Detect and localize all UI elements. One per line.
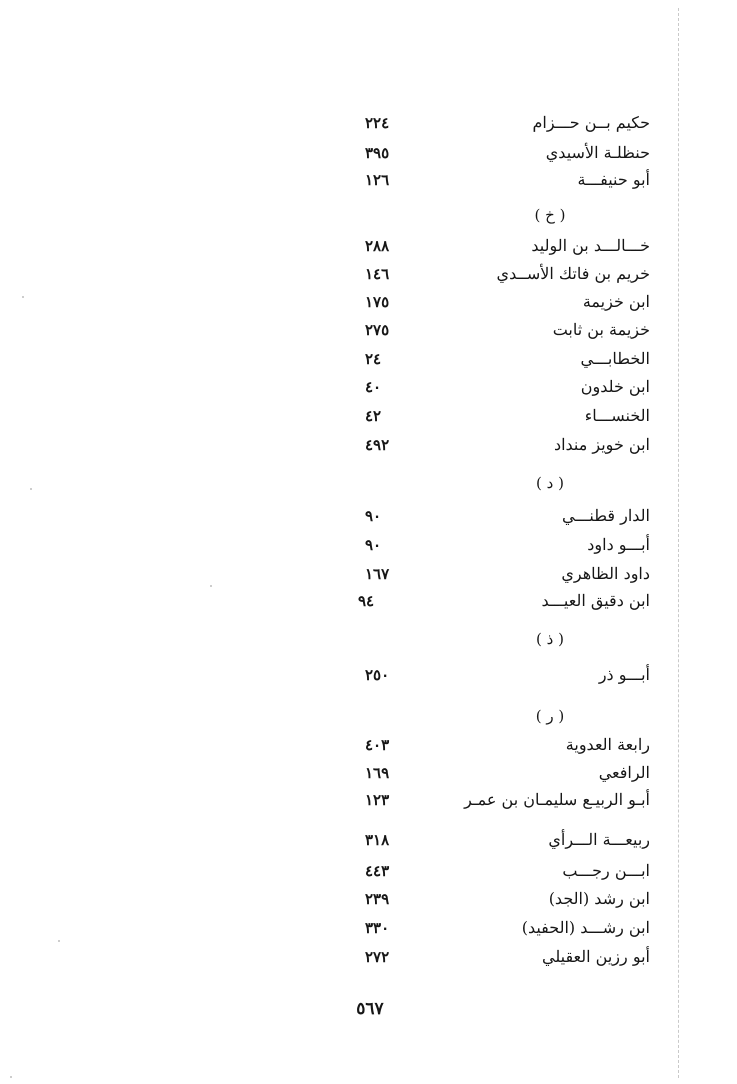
entry-name: الخطابـــي (580, 349, 650, 368)
entry-name: حنظلـة الأسيدي (545, 143, 650, 162)
scan-speck (58, 940, 60, 942)
entry-name: الرافعي (598, 763, 650, 782)
entry-name: الدار قطنـــي (562, 506, 650, 525)
index-entry (330, 289, 650, 315)
entry-page: ١٤٦ (365, 265, 390, 283)
index-entry (330, 588, 650, 614)
entry-page: ١٢٣ (365, 791, 390, 809)
entry-name: أبـــو ذر (598, 665, 650, 684)
entry-page: ١٢٦ (365, 171, 390, 189)
entry-page: ١٦٩ (365, 764, 390, 782)
index-entry (330, 858, 650, 884)
entry-name: ربيعـــة الـــرأي (548, 830, 650, 849)
entry-page: ٣١٨ (365, 831, 390, 849)
letter-header-ra: ( ر ) (535, 707, 565, 725)
index-entry (330, 732, 650, 758)
entry-name: ابن رشد (الجد) (548, 889, 650, 908)
entry-page: ٢٤ (365, 350, 382, 368)
index-entry (330, 561, 650, 587)
index-entry (330, 787, 650, 813)
entry-name: ابن خلدون (580, 377, 650, 396)
entry-page: ٤٠٣ (365, 736, 390, 754)
entry-name: ابن خويز منداد (553, 435, 650, 454)
index-entry (330, 503, 650, 529)
index-entry (330, 886, 650, 912)
index-entry (330, 944, 650, 970)
entry-page: ٤٤٣ (365, 862, 390, 880)
index-entry (330, 915, 650, 941)
entry-name: خـــالـــد بن الوليد (531, 236, 650, 255)
entry-page: ٤٩٢ (365, 436, 390, 454)
entry-page: ٢٧٢ (365, 948, 390, 966)
entry-name: ابن دقيق العيـــد (541, 591, 650, 610)
entry-name: ابن خزيمة (582, 292, 650, 311)
entry-name: خزيمة بن ثابت (552, 320, 650, 339)
entry-page: ١٧٥ (365, 293, 390, 311)
entry-page: ٣٩٥ (365, 144, 390, 162)
page-number: ٥٦٧ (356, 999, 384, 1019)
entry-name: أبـو الربيـع سليمـان بن عمـر (464, 790, 650, 809)
entry-name: الخنســـاء (584, 406, 650, 425)
scan-speck (30, 488, 32, 490)
index-entry (330, 317, 650, 343)
letter-header-dal: ( د ) (536, 474, 564, 492)
index-entry (330, 261, 650, 287)
letter-header-dhal: ( ذ ) (536, 630, 564, 648)
entry-page: ٩٠ (365, 536, 382, 554)
entry-name: أبـــو داود (587, 535, 650, 554)
scan-speck (10, 1076, 12, 1078)
entry-page: ٤٠ (365, 378, 382, 396)
index-entry (330, 233, 650, 259)
entry-page: ٢٥٠ (365, 666, 390, 684)
entry-page: ٢٨٨ (365, 237, 390, 255)
scan-speck (22, 296, 24, 298)
entry-page: ٢٢٤ (365, 114, 390, 132)
entry-name: أبو حنيفـــة (577, 170, 650, 189)
entry-name: رابعة العدوية (565, 735, 650, 754)
entry-name: داود الظاهري (561, 564, 650, 583)
entry-name: خريم بن فاتك الأســدي (496, 264, 650, 283)
index-entry (330, 532, 650, 558)
index-entry (330, 403, 650, 429)
entry-page: ٩٤ (358, 592, 375, 610)
scan-speck (210, 585, 212, 587)
entry-page: ٣٣٠ (365, 919, 390, 937)
entry-page: ٤٢ (365, 407, 382, 425)
entry-page: ٢٣٩ (365, 890, 390, 908)
index-entry (330, 346, 650, 372)
index-entry (330, 110, 650, 136)
entry-page: ١٦٧ (365, 565, 390, 583)
entry-name: ابن رشـــد (الحفيد) (521, 918, 650, 937)
entry-page: ٩٠ (365, 507, 382, 525)
index-entry (330, 760, 650, 786)
index-entry (330, 167, 650, 193)
letter-header-kha: ( خ ) (534, 206, 566, 224)
index-entry (330, 374, 650, 400)
index-entry (330, 827, 650, 853)
page-edge-rule (678, 8, 679, 1078)
entry-page: ٢٧٥ (365, 321, 390, 339)
index-entry (330, 432, 650, 458)
entry-name: ابـــن رجـــب (562, 861, 650, 880)
index-entry (330, 662, 650, 688)
entry-name: حكيم بــن حـــزام (532, 113, 650, 132)
index-entry (330, 140, 650, 166)
entry-name: أبو رزين العقيلي (541, 947, 650, 966)
